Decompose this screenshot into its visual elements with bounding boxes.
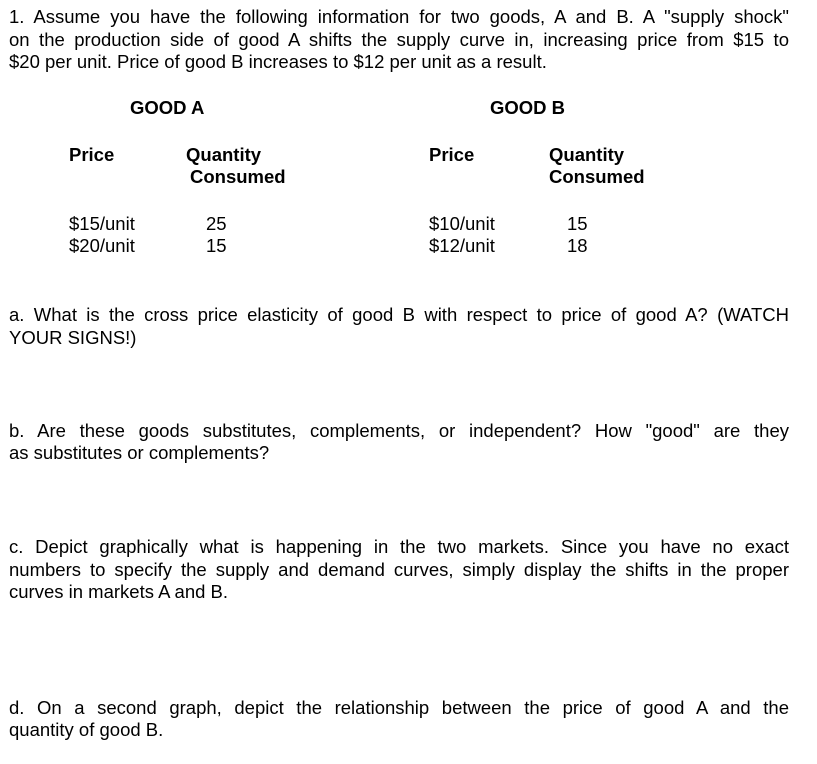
question-d-line-1: d. On a second graph, depict the relationship between the price of good A and the [9, 697, 789, 718]
question-c-line-2: numbers to specify the supply and demand curves, simply display the shifts in the proper [9, 559, 789, 580]
intro-line-1: 1. Assume you have the following information for two goods, A and B. A "supply shock" [9, 6, 789, 27]
good-a-price-row-1: $15/unit [69, 213, 135, 234]
good-a-qty-row-1: 25 [206, 213, 227, 234]
question-c-line-3: curves in markets A and B. [9, 581, 229, 602]
good-b-price-row-2: $12/unit [429, 235, 495, 256]
good-b-title: GOOD B [490, 97, 566, 118]
good-a-price-header: Price [69, 144, 115, 165]
good-a-price-row-2: $20/unit [69, 235, 135, 256]
question-a-line-2: YOUR SIGNS!) [9, 327, 137, 348]
question-b-line-1: b. Are these goods substitutes, complements, or independent? How "good" are they [9, 420, 789, 441]
good-b-qty-row-1: 15 [567, 213, 588, 234]
question-b-line-2: as substitutes or complements? [9, 442, 270, 463]
question-d-line-2: quantity of good B. [9, 719, 164, 740]
good-a-qty-row-2: 15 [206, 235, 227, 256]
question-a-line-1: a. What is the cross price elasticity of good B with respect to price of good A? (WATCH [9, 304, 789, 325]
good-b-price-header: Price [429, 144, 475, 165]
good-b-qty-row-2: 18 [567, 235, 588, 256]
intro-line-2: on the production side of good A shifts the supply curve in, increasing price from $15 to [9, 29, 789, 50]
good-b-qty-header-2: Consumed [549, 166, 645, 187]
good-a-title: GOOD A [130, 97, 205, 118]
good-b-price-row-1: $10/unit [429, 213, 495, 234]
good-a-qty-header-2: Consumed [190, 166, 286, 187]
question-c-line-1: c. Depict graphically what is happening in the two markets. Since you have no exact [9, 536, 789, 557]
good-b-qty-header-1: Quantity [549, 144, 625, 165]
good-a-qty-header-1: Quantity [186, 144, 262, 165]
intro-line-3: $20 per unit. Price of good B increases to $12 per unit as a result. [9, 51, 547, 72]
